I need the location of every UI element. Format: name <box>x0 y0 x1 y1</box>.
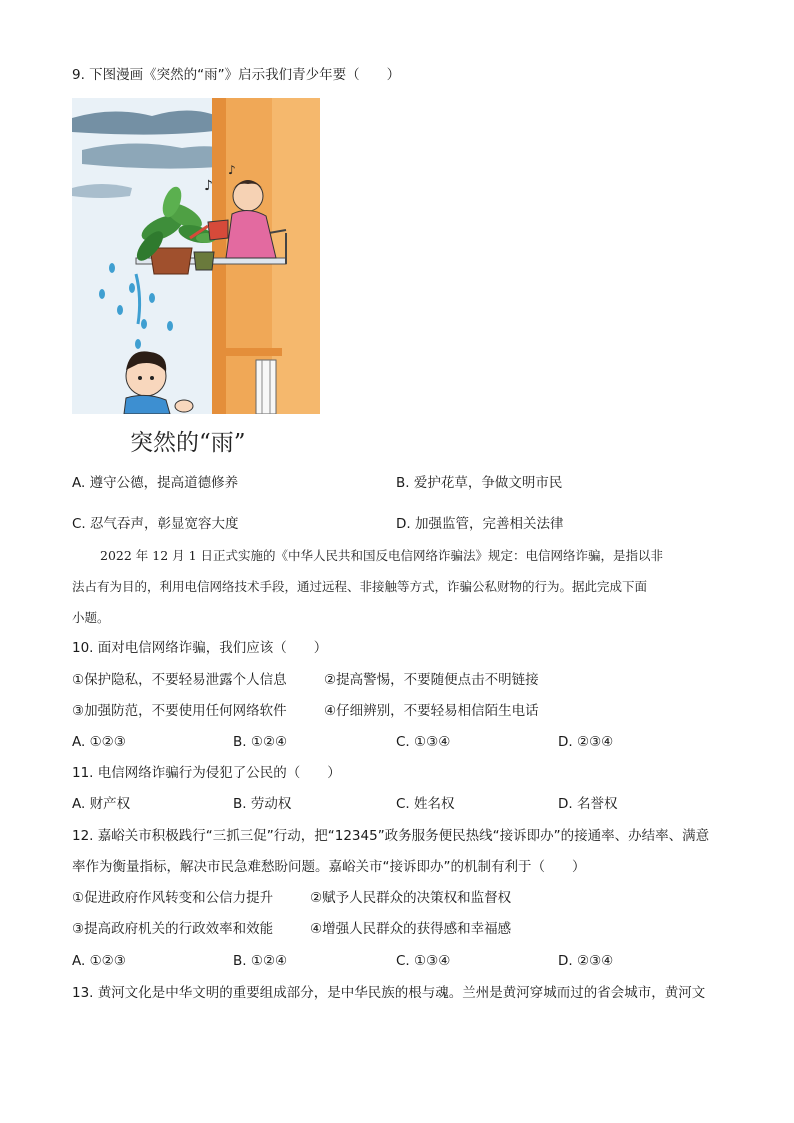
q10-option-a[interactable]: A. ①②③ <box>72 734 126 750</box>
q9-option-b[interactable]: B. 爱护花草，争做文明市民 <box>396 475 563 491</box>
q10-option-b[interactable]: B. ①②④ <box>233 734 288 750</box>
q13-stem-line-1: 13. 黄河文化是中华文明的重要组成部分，是中华民族的根与魂。兰州是黄河穿城而过的省会城市，黄河文 <box>72 985 706 1001</box>
q12-item-3: ③提高政府机关的行政效率和效能 <box>72 921 274 937</box>
intro-line-1: 2022 年 12 月 1 日正式实施的《中华人民共和国反电信网络诈骗法》规定：电信网络诈骗，是指以非 <box>100 548 664 563</box>
q12-item-1: ①促进政府作风转变和公信力提升 <box>72 890 274 906</box>
q10-item-3: ③加强防范，不要使用任何网络软件 <box>72 703 287 719</box>
q10-item-1: ①保护隐私，不要轻易泄露个人信息 <box>72 672 287 688</box>
intro-line-2: 法占有为目的，利用电信网络技术手段，通过远程、非接触等方式，诈骗公私财物的行为。据此完成下面 <box>72 579 648 594</box>
q9-option-a[interactable]: A. 遵守公德，提高道德修养 <box>72 475 239 491</box>
q10-option-d[interactable]: D. ②③④ <box>558 734 614 750</box>
q12-item-4: ④增强人民群众的获得感和幸福感 <box>310 921 512 937</box>
cartoon-caption: 突然的“雨” <box>130 430 246 456</box>
q10-stem: 10. 面对电信网络诈骗，我们应该（ ） <box>72 640 328 656</box>
q11-stem: 11. 电信网络诈骗行为侵犯了公民的（ ） <box>72 765 341 781</box>
q10-item-2: ②提高警惕，不要随便点击不明链接 <box>324 672 539 688</box>
cartoon-illustration <box>72 98 320 414</box>
q12-stem-line-1: 12. 嘉峪关市积极践行“三抓三促”行动，把“12345”政务服务便民热线“接诉即办”的接通率、办结率、满意 <box>72 828 710 844</box>
q12-option-b[interactable]: B. ①②④ <box>233 953 288 969</box>
q11-option-b[interactable]: B. 劳动权 <box>233 796 292 812</box>
q12-option-c[interactable]: C. ①③④ <box>396 953 451 969</box>
q11-option-c[interactable]: C. 姓名权 <box>396 796 455 812</box>
svg-text:♪: ♪ <box>228 163 236 177</box>
intro-line-3: 小题。 <box>72 610 110 625</box>
q12-option-d[interactable]: D. ②③④ <box>558 953 614 969</box>
q9-stem: 9. 下图漫画《突然的“雨”》启示我们青少年要（ ） <box>72 67 401 83</box>
q12-item-2: ②赋予人民群众的决策权和监督权 <box>310 890 512 906</box>
q10-option-c[interactable]: C. ①③④ <box>396 734 451 750</box>
q10-item-4: ④仔细辨别，不要轻易相信陌生电话 <box>324 703 539 719</box>
q11-option-a[interactable]: A. 财产权 <box>72 796 131 812</box>
svg-text:♪: ♪ <box>204 178 213 194</box>
q9-option-d[interactable]: D. 加强监管，完善相关法律 <box>396 516 564 532</box>
q12-stem-line-2: 率作为衡量指标，解决市民急难愁盼问题。嘉峪关市“接诉即办”的机制有利于（ ） <box>72 859 586 875</box>
q11-option-d[interactable]: D. 名誉权 <box>558 796 618 812</box>
q9-option-c[interactable]: C. 忍气吞声，彰显宽容大度 <box>72 516 239 532</box>
q12-option-a[interactable]: A. ①②③ <box>72 953 126 969</box>
